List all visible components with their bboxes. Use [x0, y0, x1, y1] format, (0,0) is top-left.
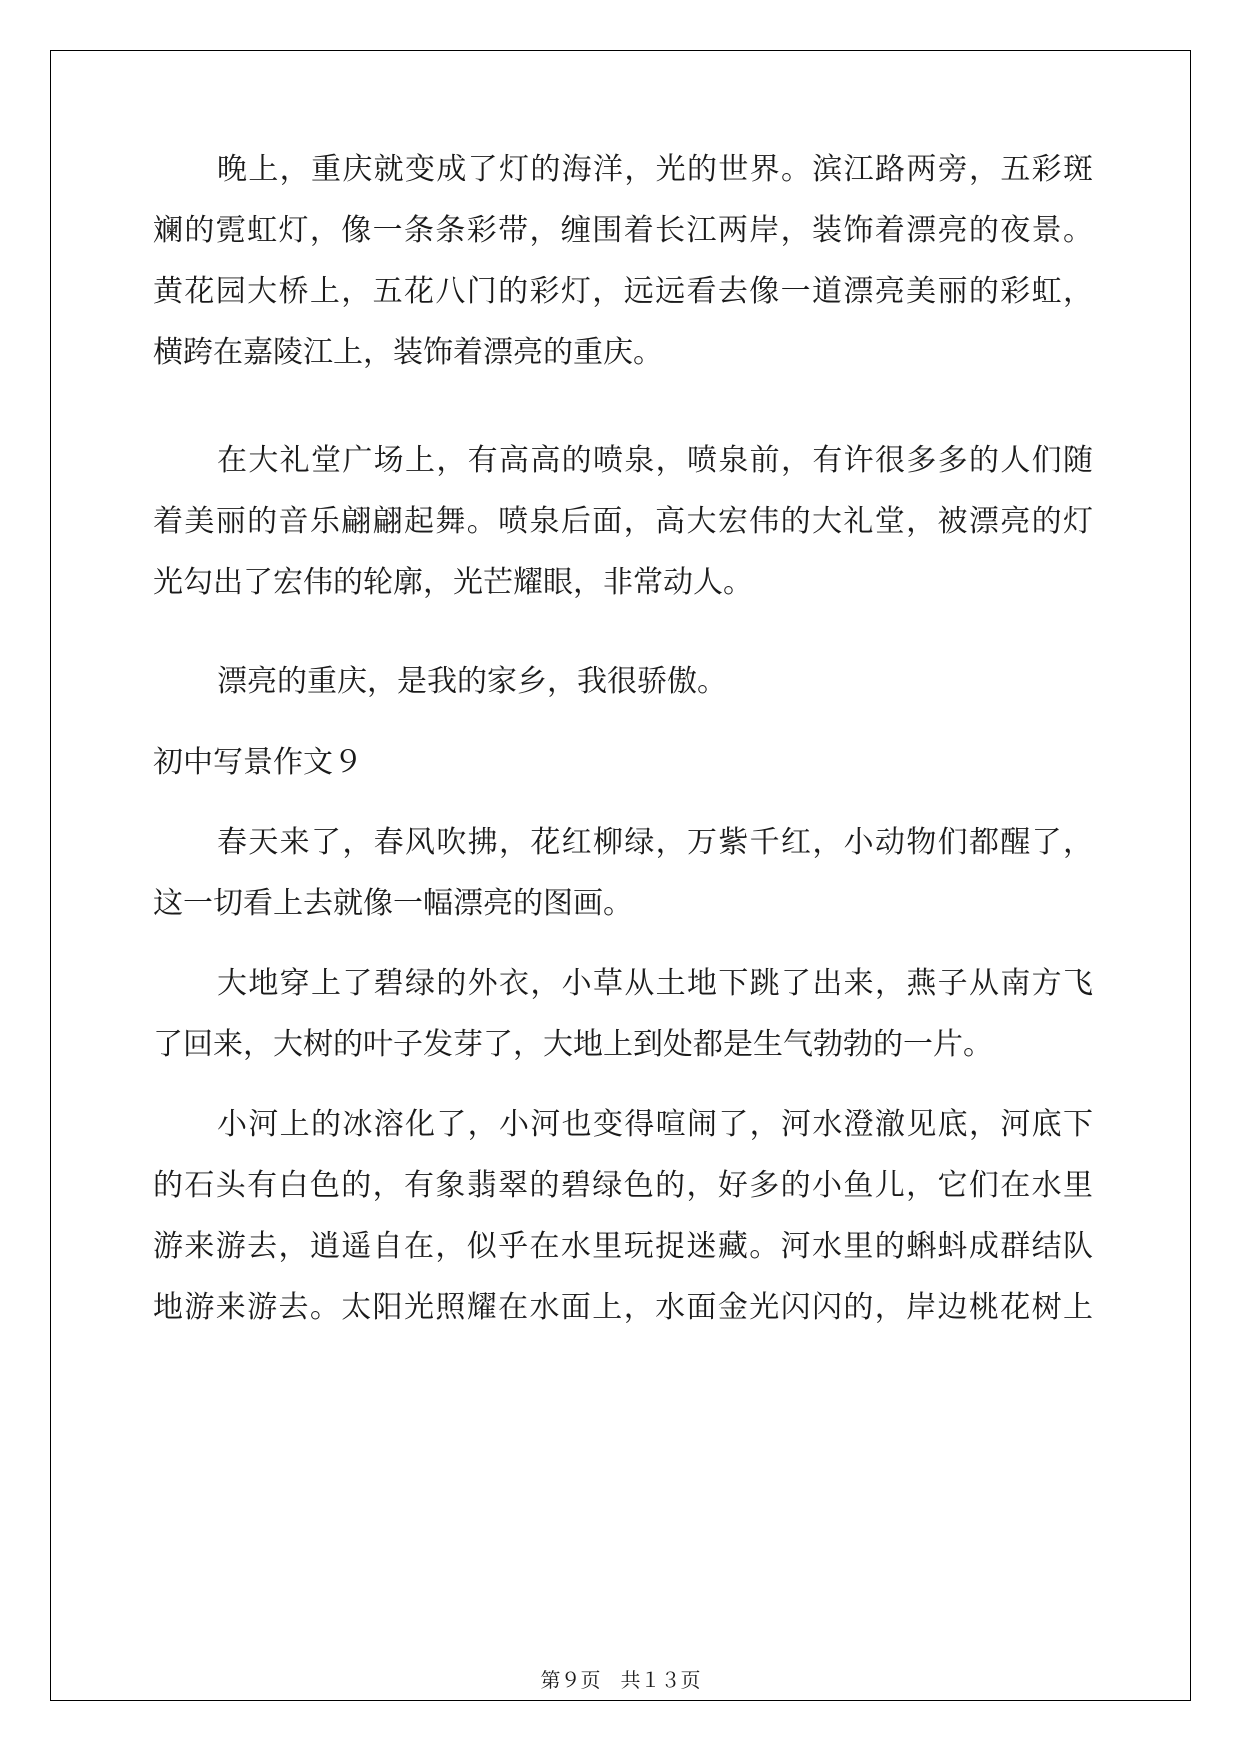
text-line: 了回来，大树的叶子发芽了，大地上到处都是生气勃勃的一片。 — [153, 1027, 993, 1062]
text-line: 游来游去，逍遥自在，似乎在水里玩捉迷藏。河水里的蝌蚪成群结队 — [153, 1229, 1093, 1264]
page-number-footer: 第９页 共１３页 — [540, 1668, 701, 1692]
text-line: 大地穿上了碧绿的外衣，小草从土地下跳了出来，燕子从南方飞 — [217, 966, 1093, 1001]
text-line: 这一切看上去就像一幅漂亮的图画。 — [153, 886, 633, 921]
text-line: 漂亮的重庆，是我的家乡，我很骄傲。 — [217, 664, 727, 699]
text-line: 着美丽的音乐翩翩起舞。喷泉后面，高大宏伟的大礼堂，被漂亮的灯 — [153, 504, 1093, 539]
text-line: 斓的霓虹灯，像一条条彩带，缠围着长江两岸，装饰着漂亮的夜景。 — [153, 213, 1093, 248]
text-line: 横跨在嘉陵江上，装饰着漂亮的重庆。 — [153, 335, 663, 370]
text-line: 黄花园大桥上，五花八门的彩灯，远远看去像一道漂亮美丽的彩虹， — [153, 274, 1093, 309]
text-line: 地游来游去。太阳光照耀在水面上，水面金光闪闪的，岸边桃花树上 — [153, 1290, 1093, 1325]
section-heading: 初中写景作文９ — [153, 745, 363, 780]
text-line: 小河上的冰溶化了，小河也变得喧闹了，河水澄澈见底，河底下 — [217, 1107, 1093, 1142]
text-line: 光勾出了宏伟的轮廓，光芒耀眼，非常动人。 — [153, 565, 753, 600]
text-line: 的石头有白色的，有象翡翠的碧绿色的，好多的小鱼儿，它们在水里 — [153, 1168, 1093, 1203]
text-line: 春天来了，春风吹拂，花红柳绿，万紫千红，小动物们都醒了， — [217, 825, 1093, 860]
text-line: 晚上，重庆就变成了灯的海洋，光的世界。滨江路两旁，五彩斑 — [217, 152, 1093, 187]
text-line: 在大礼堂广场上，有高高的喷泉，喷泉前，有许很多多的人们随 — [217, 443, 1093, 478]
